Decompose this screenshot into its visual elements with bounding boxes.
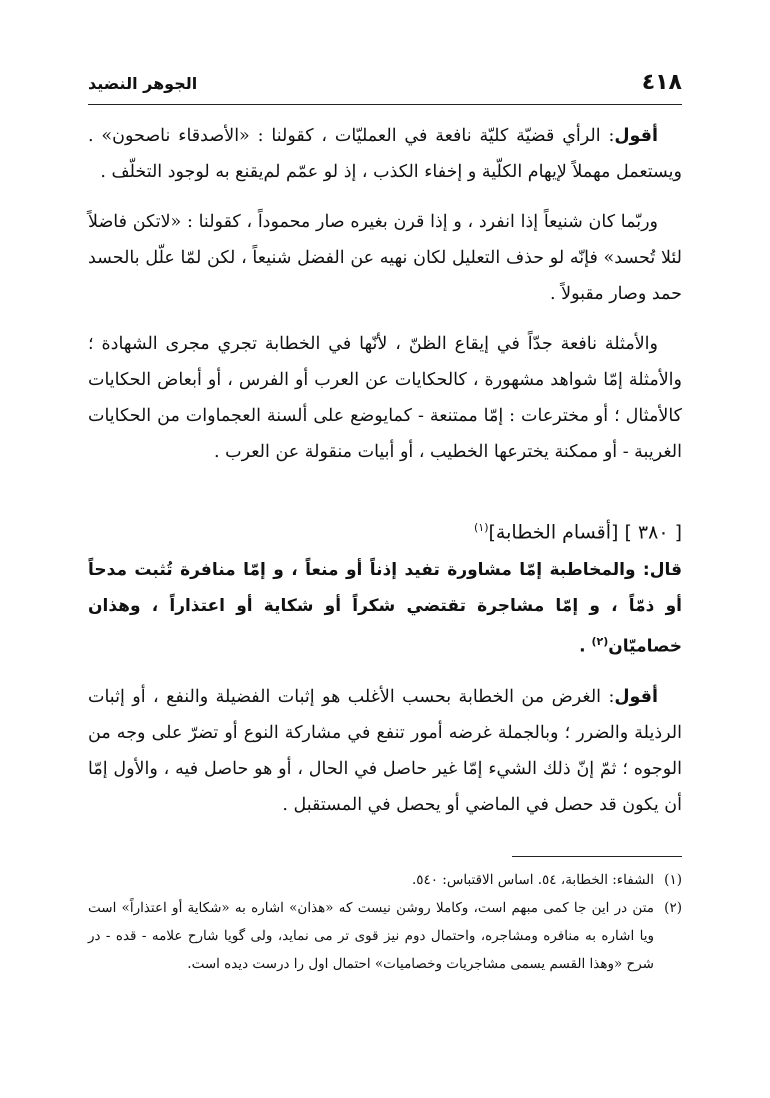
qala-paragraph (88, 552, 682, 665)
qala-lead: قال (649, 560, 682, 581)
page-header (88, 64, 682, 105)
paragraph-ra-y (88, 118, 682, 190)
qala-text: : والمخاطبة إمّا مشاورة تفيد إذناً أو منعاً ، و إمّا منافرة تُثبت مدحاً أو ذمّاً ، و إمّا مشاجرة تقتضي شكراً أو شكاية أو اعتذاراً ، وهذان خصاميّان (88, 560, 682, 657)
aqulu-lead: أقول (614, 686, 658, 707)
footnote-ref: (٢) (591, 635, 609, 649)
qala-end: . (579, 636, 592, 657)
section-heading (88, 510, 682, 550)
paragraph-amthila: والأمثلة نافعة جدّاً في إيقاع الظنّ ، لأنّها في الخطابة تجري مجرى الشهادة ؛ والأمثلة إمّا شواهد مشهورة ، كالحكايات عن العرب أو الفرس ، أو أبعاض الحكايات كالأمثال ؛ أو مخترعات : إمّا ممتنعة - كمايوضع على ألسنة العجماوات من الحكايات الغريبة - أو ممكنة يخترعها الخطيب ، أو أبيات منقولة عن العرب . (88, 334, 682, 462)
page-number: ٤١٨ (641, 70, 682, 95)
footnote-number: (١) (664, 872, 682, 888)
footnotes (88, 866, 682, 978)
paragraph-gharad (88, 679, 682, 823)
footnote-ref: (١) (474, 521, 489, 534)
footnote-number: (٢) (664, 900, 682, 916)
footnote-divider (512, 856, 682, 857)
main-text (88, 118, 682, 837)
paragraph-text: : الرأي قضيّة كليّة نافعة في العمليّات ، كقولنا : «الأصدقاء ناصحون» . ويستعمل مهملاً لإيهام الكلّية و إخفاء الكذب ، إذ لو عمّم لم‌يقنع به لوجود التخلّف . (88, 126, 682, 182)
footnote-text: متن در اين جا كمى مبهم است، وكاملا روشن نيست كه «هذان» اشاره به «شكاية أو اعتذاراً» است ويا اشاره به منافره ومشاجره، واحتمال دوم نيز قوى تر مى نمايد، ولى گويا شارح علامه - قده - در شرح «وهذا القسم يسمى مشاجريات وخصاميات» احتمال اول را درست ديده است. (88, 900, 654, 972)
paragraph-text: : الغرض من الخطابة بحسب الأغلب هو إثبات الفضيلة والنفع ، أو إثبات الرذيلة والضرر ؛ وبالجملة غرضه أمور تنفع في مشاركة النوع أو تضرّ على وجه من الوجوه ؛ ثمّ إنّ ذلك الشيء إمّا غير حاصل في الحال ، أو هو حاصل فيه ، والأول إمّا أن يكون قد حصل في الماضي أو يحصل في المستقبل . (88, 686, 682, 815)
paragraph-shani: وربّما كان شنيعاً إذا انفرد ، و إذا قرن بغيره صار محموداً ، كقولنا : «لاتكن فاضلاً لئلا تُحسد» فإنّه لو حذف التعليل لكان نهيه عن الفضل شنيعاً ، لكن لمّا علّل بالحسد حمد وصار مقبولاً . (88, 212, 682, 304)
footnote-1 (88, 866, 682, 894)
section-title: [ ٣٨٠ ] [أقسام الخطابة] (488, 521, 682, 544)
footnote-2 (88, 894, 682, 978)
running-title: الجوهر النضيد (88, 74, 198, 93)
footnote-text: الشفاء: الخطابة، ٥٤. اساس الاقتباس: ٥٤٠. (411, 872, 654, 888)
aqulu-lead: أقول (614, 126, 658, 146)
